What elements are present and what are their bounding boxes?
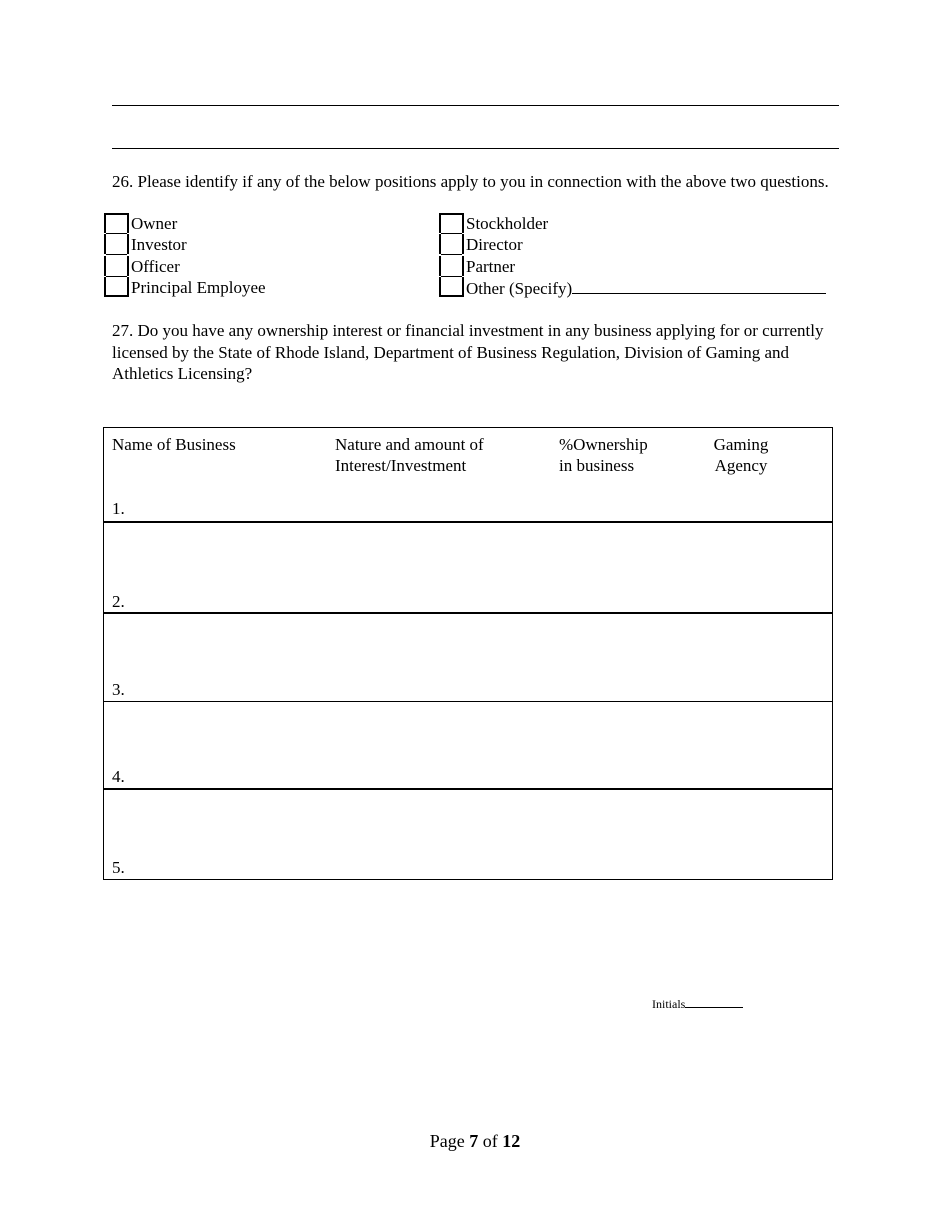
header-gaming-line2: Agency xyxy=(714,456,768,475)
checkbox[interactable] xyxy=(104,213,129,233)
option-investor[interactable] xyxy=(131,234,187,255)
checkbox[interactable] xyxy=(104,277,129,297)
row-divider xyxy=(103,612,833,614)
row-number-3[interactable]: 3. xyxy=(112,680,125,699)
option-label: Officer xyxy=(131,257,180,276)
header-nature-amount xyxy=(335,434,484,476)
option-label: Director xyxy=(466,235,523,254)
option-owner[interactable] xyxy=(131,213,177,234)
row-number-4[interactable]: 4. xyxy=(112,767,125,786)
current-page: 7 xyxy=(469,1131,479,1151)
row-divider xyxy=(103,701,833,702)
option-label: Principal Employee xyxy=(131,278,266,297)
option-label: Owner xyxy=(131,214,178,233)
checkbox[interactable] xyxy=(439,277,464,297)
question-26-text: 26. Please identify if any of the below positions apply to you in connection with the above two questions. xyxy=(112,172,829,191)
answer-line-2[interactable] xyxy=(112,148,839,149)
row-divider xyxy=(103,788,833,790)
option-principal-employee[interactable] xyxy=(131,277,266,298)
specify-field[interactable] xyxy=(572,277,826,294)
header-nature-line2: Interest/Investment xyxy=(335,456,467,475)
of-word: of xyxy=(482,1131,498,1151)
checkbox[interactable] xyxy=(439,256,464,276)
checkbox[interactable] xyxy=(104,234,129,254)
row-number-1[interactable]: 1. xyxy=(112,499,125,518)
business-interest-table xyxy=(103,427,833,880)
option-label: Other (Specify) xyxy=(466,279,573,298)
option-stockholder[interactable] xyxy=(466,213,548,234)
row-number-2[interactable]: 2. xyxy=(112,592,125,611)
option-other-specify[interactable] xyxy=(466,277,826,298)
question-27-text: 27. Do you have any ownership interest or financial investment in any business applying for or currently licensed by the State of Rhode Island, Department of Business Regulation, Division of Gaming and Athletics Licensing? xyxy=(112,321,824,383)
checkbox[interactable] xyxy=(439,234,464,254)
option-label: Investor xyxy=(131,235,187,254)
initials-field[interactable] xyxy=(652,996,743,1012)
option-label: Stockholder xyxy=(466,214,549,233)
option-officer[interactable] xyxy=(131,256,180,277)
total-pages: 12 xyxy=(502,1131,521,1151)
header-ownership-line1: %Ownership xyxy=(559,435,648,454)
checkbox[interactable] xyxy=(104,256,129,276)
initials-line[interactable] xyxy=(685,996,743,1008)
header-nature-line1: Nature and amount of xyxy=(335,435,484,454)
header-ownership-line2: in business xyxy=(559,456,635,475)
option-label: Partner xyxy=(466,257,516,276)
row-number-5[interactable]: 5. xyxy=(112,858,125,877)
checkbox[interactable] xyxy=(439,213,464,233)
answer-line-1[interactable] xyxy=(112,105,839,106)
option-director[interactable] xyxy=(466,234,523,255)
initials-label: Initials xyxy=(652,997,686,1011)
header-ownership xyxy=(559,434,648,476)
page-number xyxy=(0,1131,950,1152)
header-name-of-business: Name of Business xyxy=(112,435,236,454)
header-gaming-line1: Gaming xyxy=(713,435,769,454)
row-divider xyxy=(103,521,833,523)
header-gaming-agency xyxy=(706,434,776,476)
page-word: Page xyxy=(429,1131,465,1151)
option-partner[interactable] xyxy=(466,256,515,277)
